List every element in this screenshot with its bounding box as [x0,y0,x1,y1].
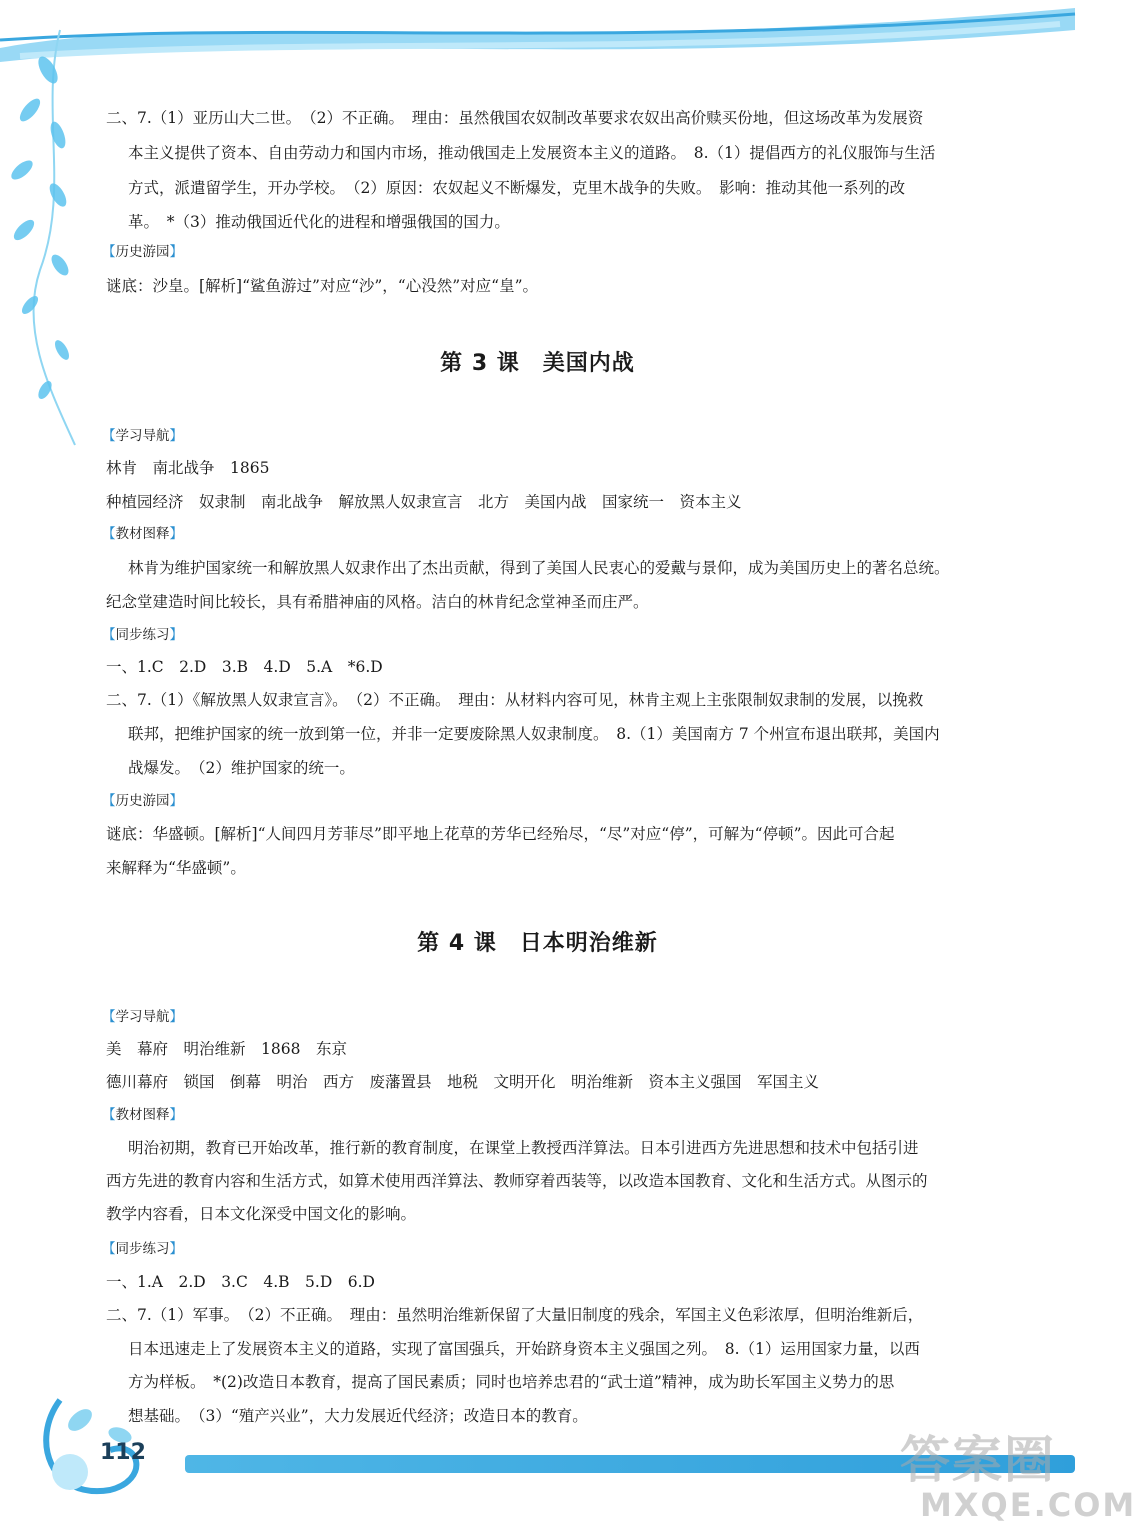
study-guide-tag: 【 学习导航 】 [102,424,183,444]
lesson-title: 第 4 课 日本明治维新 [417,931,658,956]
exercise-line: 本主义提供了资本、自由劳动力和国内市场，推动俄国走上发展资本主义的道路。 8.（1）提倡西方的礼仪服饰与生活 [128,144,936,162]
riddle-answer: 来解释为“华盛顿”。 [106,859,246,877]
exercise-line: 二、7.（1）亚历山大二世。 （2）不正确。 理由：虽然俄国农奴制改革要求农奴出高价赎买份地，但这场改革为发展资 [106,109,924,127]
figure-explanation-line: 明治初期，教育已开始改革，推行新的教育制度，在课堂上教授西洋算法。日本引进西方先进思想和技术中包括引进 [128,1139,919,1157]
figure-explanation-line: 西方先进的教育内容和生活方式，如算术使用西洋算法、教师穿着西装等，以改造本国教育、文化和生活方式。从图示的 [106,1172,928,1190]
practice-tag: 【 同步练习 】 [102,1237,183,1257]
study-guide-line: 德川幕府 锁国 倒幕 明治 西方 废藩置县 地税 文明开化 明治维新 资本主义强国 军国主义 [106,1073,820,1091]
watermark-top: 答案圈 [900,1431,1056,1489]
watermark [890,1420,1136,1530]
exercise-line: 方式，派遣留学生，开办学校。 （2）原因：农奴起义不断爆发，克里木战争的失败。 影响：推动其他一系列的改 [128,179,906,197]
watermark-bottom: MXQE.COM [920,1486,1136,1524]
practice-line: 联邦，把维护国家的统一放到第一位，并非一定要废除黑人奴隶制度。 8.（1）美国南方 7 个州宣布退出联邦，美国内 [128,725,940,743]
practice-line: 方为样板。 *(2)改造日本教育，提高了国民素质；同时也培养忠君的“武士道”精神，成为助长军国主义势力的思 [128,1373,895,1391]
figure-explanation-tag: 【 教材图释 】 [102,1103,183,1123]
figure-explanation-line: 教学内容看，日本文化深受中国文化的影响。 [106,1205,417,1223]
study-guide-tag: 【 学习导航 】 [102,1005,183,1025]
figure-explanation-line: 纪念堂建造时间比较长，具有希腊神庙的风格。洁白的林肯纪念堂神圣而庄严。 [106,593,649,611]
practice-line: 一、1.A 2.D 3.C 4.B 5.D 6.D [106,1273,375,1291]
study-guide-line: 美 幕府 明治维新 1868 东京 [106,1040,347,1058]
study-guide-line: 种植园经济 奴隶制 南北战争 解放黑人奴隶宣言 北方 美国内战 国家统一 资本主义 [106,493,742,511]
figure-explanation-line: 林肯为维护国家统一和解放黑人奴隶作出了杰出贡献，得到了美国人民衷心的爱戴与景仰，成为美国历史上的著名总统。 [128,559,950,577]
history-garden-tag: 【 历史游园 】 [102,240,183,260]
practice-line: 二、7.（1）《解放黑人奴隶宣言》。 （2）不正确。 理由：从材料内容可见，林肯主观上主张限制奴隶制的发展，以挽救 [106,691,924,709]
practice-tag: 【 同步练习 】 [102,623,183,643]
practice-line: 日本迅速走上了发展资本主义的道路，实现了富国强兵，开始跻身资本主义强国之列。 8.（1）运用国家力量，以西 [128,1340,920,1358]
study-guide-line: 林肯 南北战争 1865 [106,459,270,477]
riddle-answer: 谜底：华盛顿。[解析]“人间四月芳菲尽”即平地上花草的芳华已经殆尽，“尽”对应“停”，可解为“停顿”。因此可合起 [106,825,895,843]
figure-explanation-tag: 【 教材图释 】 [102,522,183,542]
practice-line: 想基础。 （3）“殖产兴业”，大力发展近代经济；改造日本的教育。 [128,1407,588,1425]
riddle-answer: 谜底：沙皇。[解析]“鲨鱼游过”对应“沙”，“心没然”对应“皇”。 [106,277,538,295]
history-garden-tag: 【 历史游园 】 [102,789,183,809]
top-ribbon-decoration [0,0,1075,80]
practice-line: 战爆发。 （2）维护国家的统一。 [128,759,355,777]
exercise-line: 革。 *（3）推动俄国近代化的进程和增强俄国的国力。 [128,213,510,231]
page-number: 112 [100,1440,146,1465]
lesson-title: 第 3 课 美国内战 [440,351,635,376]
practice-line: 二、7.（1）军事。 （2）不正确。 理由：虽然明治维新保留了大量旧制度的残余，军国主义色彩浓厚，但明治维新后， [106,1306,924,1324]
practice-line: 一、1.C 2.D 3.B 4.D 5.A *6.D [106,658,383,676]
